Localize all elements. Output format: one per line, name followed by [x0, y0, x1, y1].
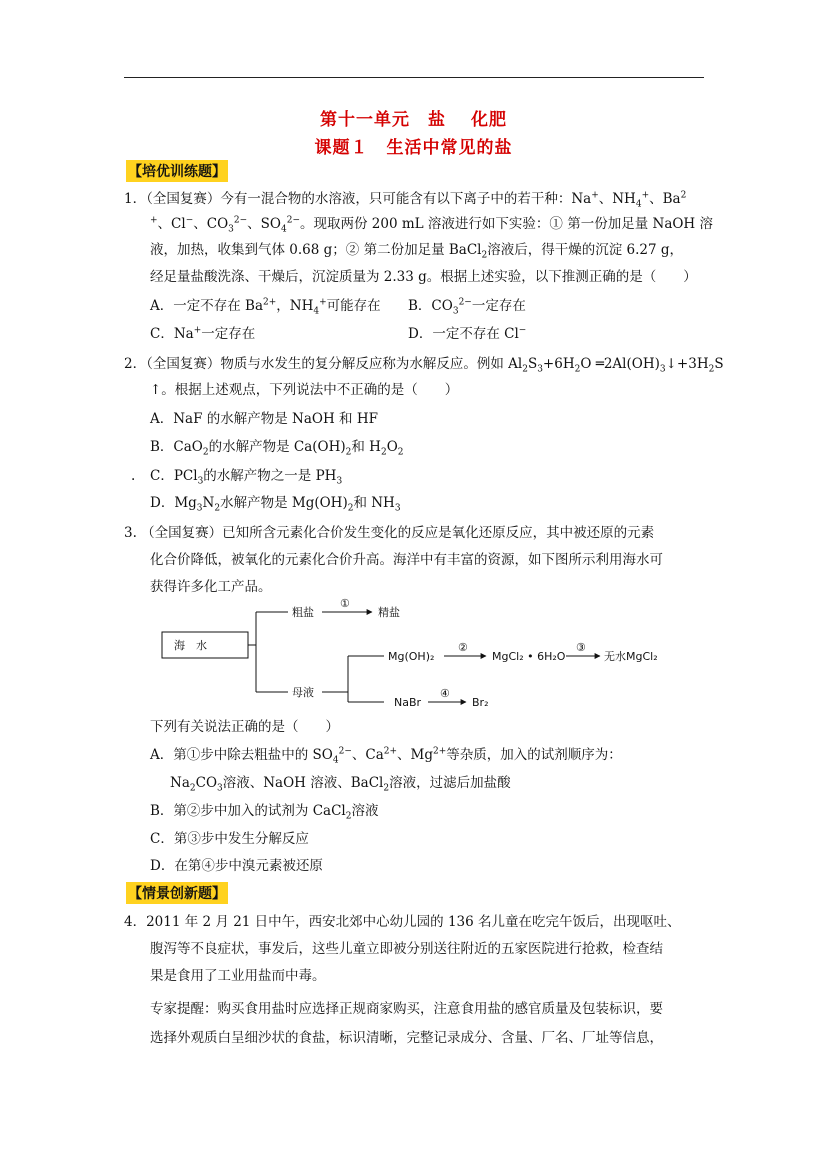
q2-option-d: D．$Mg_3N_2$水解产物是 $Mg(OH)_2$和 $NH_3$ [150, 495, 401, 514]
q4-line5: 选择外观质白呈细沙状的食盐，标识清晰，完整记录成分、含量、厂名、厂址等信息， [150, 1030, 663, 1046]
stray-mark: . [131, 468, 136, 484]
q2-line1: 2．（全国复赛）物质与水发生的复分解反应称为水解反应。例如 $Al_2S_3+6H_2O$ $═2Al(OH)_3↓+3H_2S$ [124, 356, 724, 375]
q2-option-b: B．CaO$_2$的水解产物是 $Ca(OH)_2$和 $H_2O_2$ [150, 439, 404, 458]
step4-label: ④ [440, 687, 450, 700]
lesson-title: 课题１ 生活中常见的盐 [314, 138, 513, 158]
br2-label: Br₂ [472, 696, 489, 709]
seawater-label: 海 水 [174, 639, 207, 652]
fine-salt-label: 精盐 [378, 606, 400, 619]
q1-option-d: D．一定不存在 Cl− [408, 325, 527, 342]
q4-line4: 专家提醒：购买食用盐时应选择正规商家购买，注意食用盐的感官质量及包装标识，要 [150, 1001, 663, 1017]
q1-line1: 1．（全国复赛）今有一混合物的水溶液，只可能含有以下离子中的若干种：Na+、$NH_4^+$、Ba$^2$ [124, 190, 687, 210]
q1-option-b: B．$CO_3^{2-}$一定存在 [408, 297, 526, 317]
q4-line3: 果是食用了工业用盐而中毒。 [150, 968, 326, 984]
mgcl2-hydrate-label: MgCl₂ • 6H₂O [492, 650, 566, 663]
q3-option-d: D．在第④步中溴元素被还原 [150, 858, 323, 874]
q3-line1: 3. （全国复赛）已知所含元素化合价发生变化的反应是氧化还原反应，其中被还原的元素 [124, 525, 655, 541]
q3-option-a: A．第①步中除去粗盐中的 $SO_4^{2-}$、$Ca^{2+}$、$Mg^{2+}$等杂质，加入的试剂顺序为： [150, 746, 622, 766]
q2-line2: ↑。根据上述观点，下列说法中不正确的是（ ） [150, 382, 459, 398]
nabr-label: NaBr [394, 696, 422, 709]
crude-salt-label: 粗盐 [292, 606, 314, 619]
q3-option-a-detail: $Na_2CO_3$溶液、NaOH 溶液、BaCl$_2$溶液，过滤后加盐酸 [170, 775, 511, 794]
q1-line2: +、Cl−、$CO_3^{2-}$、$SO_4^{2-}$。现取两份 200 mL 溶液进行如下实验：① 第一份加足量 NaOH 溶 [150, 215, 713, 235]
mgoh2-label: Mg(OH)₂ [388, 650, 435, 663]
q2-option-a: A．NaF 的水解产物是 NaOH 和 HF [150, 411, 378, 427]
q3-question: 下列有关说法正确的是（ ） [150, 719, 339, 735]
seawater-process-diagram [160, 597, 680, 722]
q1-line3: 液，加热，收集到气体 0.68 g；② 第二份加足量 BaCl$_2$溶液后，得干燥的沉淀 6.27 g， [150, 242, 684, 261]
q4-line2: 腹泻等不良症状，事发后，这些儿童立即被分别送往附近的五家医院进行抢救，检查结 [150, 941, 663, 957]
anhydrous-mgcl2-label: 无水MgCl₂ [604, 650, 658, 663]
step3-label: ③ [576, 641, 586, 654]
q3-line2: 化合价降低，被氧化的元素化合价升高。海洋中有丰富的资源，如下图所示利用海水可 [150, 552, 663, 568]
header-rule [124, 77, 704, 78]
section-label-scenario: 【情景创新题】 [126, 882, 228, 904]
section-label-practice: 【培优训练题】 [126, 160, 228, 182]
q1-line4: 经足量盐酸洗涤、干燥后，沉淀质量为 2.33 g。根据上述实验，以下推测正确的是（ ） [150, 269, 697, 285]
step1-label: ① [340, 597, 350, 610]
q1-option-c: C．Na+一定存在 [150, 325, 256, 342]
q1-option-a: A．一定不存在 $Ba^{2+}$，$NH_4^+$可能存在 [150, 297, 381, 317]
q3-option-b: B．第②步中加入的试剂为 CaCl$_2$溶液 [150, 803, 379, 822]
q2-option-c: C．PCl$_3$的水解产物之一是 $PH_3$ [150, 468, 343, 487]
q3-line3: 获得许多化工产品。 [150, 579, 272, 595]
q3-option-c: C．第③步中发生分解反应 [150, 831, 309, 847]
q4-line1: 4．2011 年 2 月 21 日中午，西安北郊中心幼儿园的 136 名儿童在吃完午饭后，出现呕吐、 [124, 914, 681, 930]
step2-label: ② [458, 641, 468, 654]
mother-liquor-label: 母液 [292, 686, 314, 699]
unit-title: 第十一单元 盐 化肥 [320, 110, 507, 130]
